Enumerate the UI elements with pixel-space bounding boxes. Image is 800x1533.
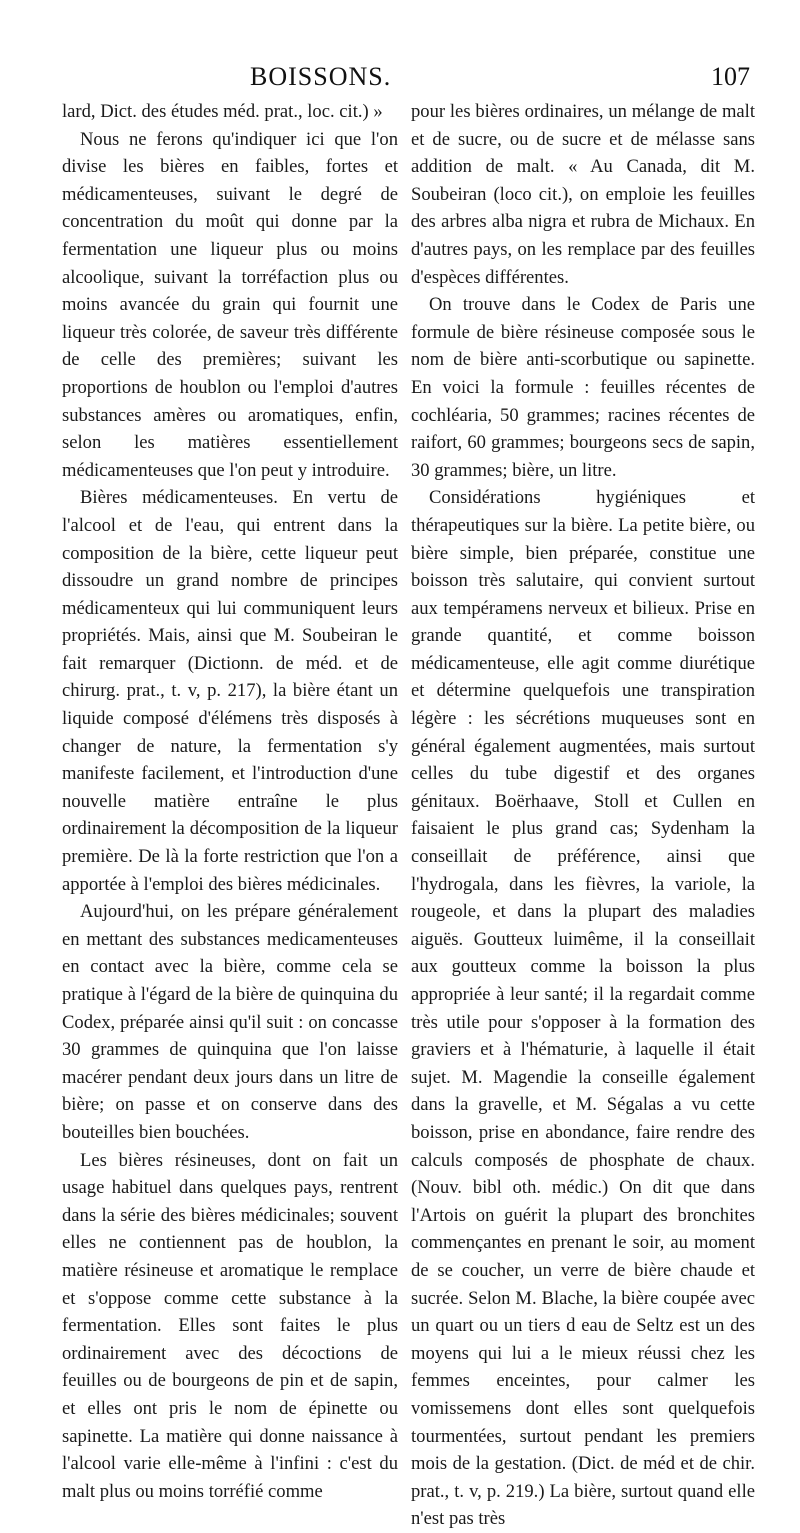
- left-paragraph-4: Aujourd'hui, on les prépare généralement en mettant des substances medicamenteuses en contact avec la bière, comme cela se pratique à l'égard de la bière de quinquina du Codex, préparée ainsi qu'il suit : on concasse 30 grammes de quinquina que l'on laisse macérer pendant deux jours dans un litre de bière; on passe et on conserve dans des bouteilles bien bouchées.: [62, 901, 398, 1143]
- left-paragraph-3: Bières médicamenteuses. En vertu de l'alcool et de l'eau, qui entrent dans la composition de la bière, cette liqueur peut dissoudre un grand nombre de principes médicamenteux qui lui communiquent leurs propriétés. Mais, ainsi que M. Soubeiran le fait remarquer (Dictionn. de méd. et de chirurg. prat., t. v, p. 217), la bière étant un liquide composé d'élémens très disposés à changer de nature, la fermentation s'y manifeste facilement, et l'introduction d'une nouvelle matière entraîne le plus ordinairement la décomposition de la liqueur première. De là la forte restriction que l'on a apportée à l'emploi des bières médicinales.: [62, 487, 398, 895]
- left-paragraph-5: Les bières résineuses, dont on fait un usage habituel dans quelques pays, rentrent dans la série des bières médicinales; souvent elles ne contiennent pas de houblon, la matière résineuse et aromatique le remplace et s'oppose comme cette substance à la fermentation. Elles sont faites le plus ordinairement avec des décoctions de feuilles ou de bourgeons de pin et de sapin, et elles ont pris le nom de épinette ou sapinette. La matière qui donne naissance à l'alcool varie elle-même à l'infini : c'est du malt plus ou moins torréfié comme: [62, 1149, 398, 1502]
- left-column: [62, 98, 398, 1505]
- right-paragraph-1: pour les bières ordinaires, un mélange de malt et de sucre, ou de sucre et de mélasse sans addition de malt. « Au Canada, dit M. Soubeiran (loco cit.), on emploie les feuilles des arbres alba nigra et rubra de Michaux. En d'autres pays, on les remplace par des feuilles d'espèces différentes.: [411, 101, 755, 288]
- right-paragraph-3: Considérations hygiéniques et thérapeutiques sur la bière. La petite bière, ou bière simple, bien préparée, constitue une boisson très salutaire, qui convient surtout aux tempéramens nerveux et bilieux. Prise en grande quantité, et comme boisson médicamenteuse, elle agit comme diurétique et détermine quelquefois une transpiration légère : les sécrétions muqueuses sont en général également augmentées, mais surtout celles du tube digestif et des organes génitaux. Boërhaave, Stoll et Cullen en faisaient le plus grand cas; Sydenham la conseillait de préférence, ainsi que l'hydrogala, dans les fièvres, la variole, la rougeole, et dans la plupart des maladies aiguës. Goutteux luimême, il la conseillait aux goutteux comme la boisson la plus appropriée à leur santé; il la regardait comme très utile pour s'opposer à la formation des graviers et à l'hématurie, à laquelle il était sujet. M. Magendie la conseille également dans la gravelle, et M. Ségalas a vu cette boisson, prise en abondance, faire rendre des calculs composés de phosphate de chaux. (Nouv. bibl oth. médic.) On dit que dans l'Artois on guérit la plupart des bronchites commençantes en prenant le soir, au moment de se coucher, un verre de bière chaude et sucrée. Selon M. Blache, la bière coupée avec un quart ou un tiers d eau de Seltz est un des moyens qui lui a le mieux réussi chez les femmes enceintes, pour calmer les vomissemens dont elles sont quelquefois tourmentées, surtout pendant les premiers mois de la gestation. (Dict. de méd et de chir. prat., t. v, p. 219.) La bière, surtout quand elle n'est pas très: [411, 487, 755, 1530]
- right-column: [411, 98, 755, 1533]
- page-number: 107: [711, 62, 750, 91]
- left-paragraph-2: Nous ne ferons qu'indiquer ici que l'on divise les bières en faibles, fortes et médicamenteuses, suivant le degré de concentration du moût qui donne par la fermentation une liqueur plus ou moins alcoolique, suivant la torréfaction plus ou moins avancée du grain qui fournit une liqueur très colorée, de saveur très différente de celle des premières; suivant les proportions de houblon ou l'emploi d'autres substances amères ou aromatiques, enfin, selon les matières essentiellement médicamenteuses que l'on peut y introduire.: [62, 128, 398, 481]
- running-head: [236, 56, 756, 92]
- left-paragraph-1: lard, Dict. des études méd. prat., loc. cit.) »: [62, 101, 383, 122]
- right-paragraph-2: On trouve dans le Codex de Paris une formule de bière résineuse composée sous le nom de bière anti-scorbutique ou sapinette. En voici la formule : feuilles récentes de cochléaria, 50 grammes; racines récentes de raifort, 60 grammes; bourgeons secs de sapin, 30 grammes; bière, un litre.: [411, 294, 755, 481]
- running-title: BOISSONS.: [250, 62, 392, 91]
